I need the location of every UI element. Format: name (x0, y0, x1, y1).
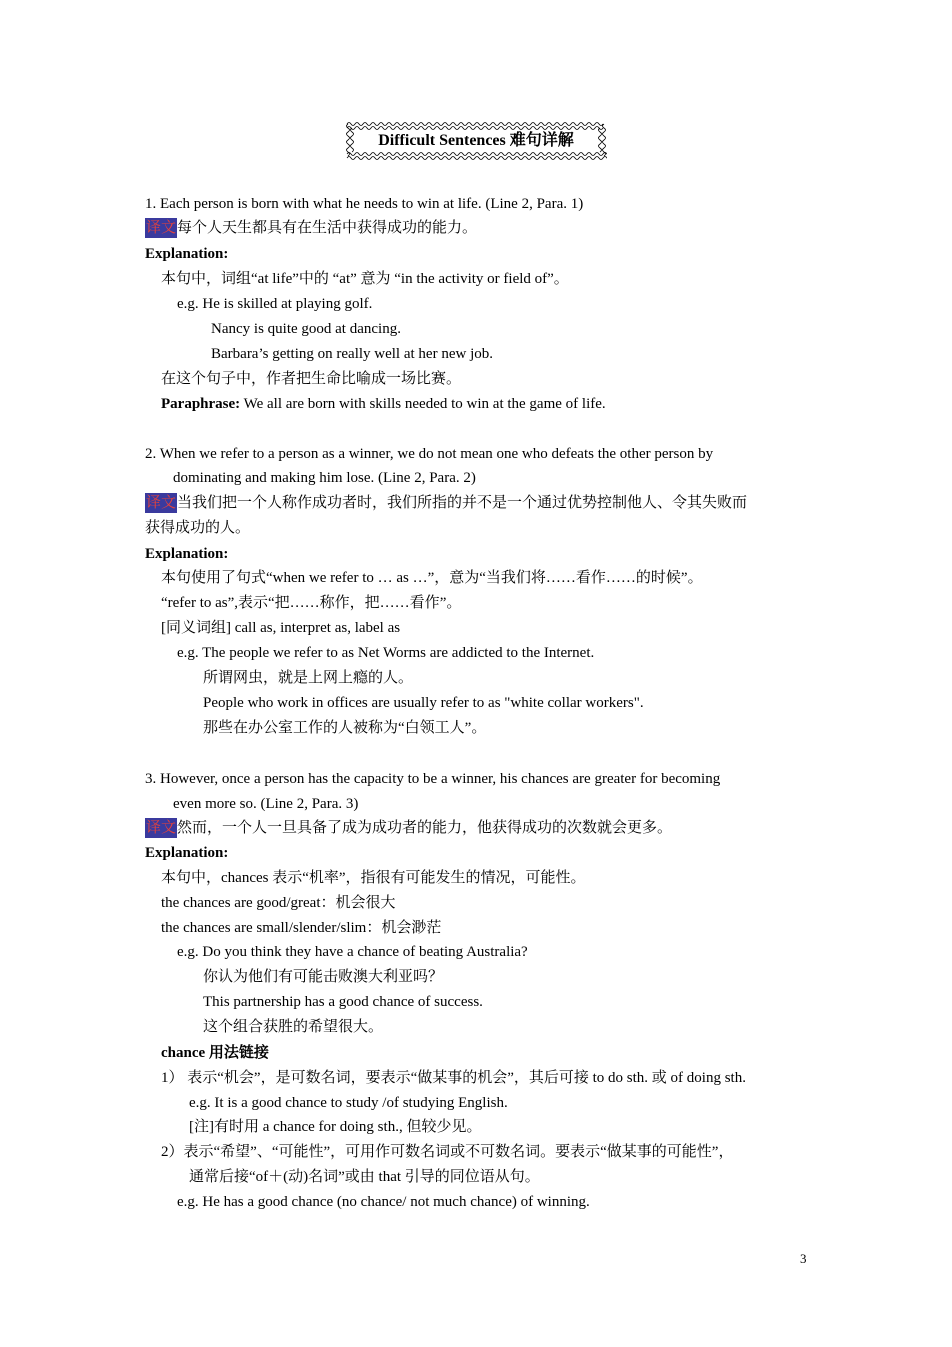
section-title: Difficult Sentences 难句详解 (378, 132, 574, 149)
example-3-line-1: e.g. Do you think they have a chance of beating Australia? (177, 944, 528, 960)
example-1-line-3: Barbara’s getting on really well at her new job. (211, 346, 493, 362)
sentence-3-part-1: 3. However, once a person has the capacity to be a winner, his chances are greater for becoming (145, 771, 721, 787)
explanation-3-line-2: the chances are good/great：机会很大 (161, 895, 396, 911)
example-2-line-2: 所谓网虫，就是上网上瘾的人。 (203, 670, 414, 686)
usage-heading: chance 用法链接 (161, 1045, 269, 1061)
explanation-label-2: Explanation: (145, 546, 229, 562)
translation-tag: 译文 (146, 220, 177, 236)
translation-3-text: 然而，一个人一旦具备了成为成功者的能力，他获得成功的次数就会更多。 (177, 820, 673, 836)
paraphrase-1 (161, 394, 606, 414)
example-2-line-3: People who work in offices are usually refer to as "white collar workers". (203, 695, 644, 711)
synonyms-2: [同义词组] call as, interpret as, label as (161, 620, 401, 636)
translation-2 (145, 493, 747, 513)
paraphrase-text: We all are born with skills needed to win at the game of life. (240, 396, 606, 412)
example-2-line-4: 那些在办公室工作的人被称为“白领工人”。 (203, 720, 487, 736)
usage-line-4: 2）表示“希望”、“可能性”，可用作可数名词或不可数名词。要表示“做某事的可能性”， (161, 1144, 734, 1160)
usage-line-1: 1） 表示“机会”，是可数名词，要表示“做某事的机会”，其后可接 to do sth. 或 of doing sth. (161, 1070, 746, 1086)
example-3-line-4: 这个组合获胜的希望很大。 (203, 1019, 384, 1035)
translation-tag: 译文 (146, 820, 177, 836)
explanation-2-line-1: 本句使用了句式“when we refer to … as …”，意为“当我们将……看作……的时候”。 (161, 570, 703, 586)
sentence-1: 1. Each person is born with what he needs to win at life. (Line 2, Para. 1) (145, 196, 584, 212)
translation-tag: 译文 (146, 495, 177, 511)
page-number: 3 (800, 1251, 807, 1266)
explanation-1-line-2: 在这个句子中，作者把生命比喻成一场比赛。 (161, 371, 462, 387)
usage-line-6: e.g. He has a good chance (no chance/ not much chance) of winning. (177, 1194, 590, 1210)
example-2-line-1: e.g. The people we refer to as Net Worms are addicted to the Internet. (177, 645, 595, 661)
usage-line-5: 通常后接“of＋(动)名词”或由 that 引导的同位语从句。 (189, 1169, 540, 1185)
sentence-2-part-1: 2. When we refer to a person as a winner, we do not mean one who defeats the other person by (145, 446, 714, 462)
translation-1-text: 每个人天生都具有在生活中获得成功的能力。 (177, 220, 478, 236)
example-3-line-2: 你认为他们有可能击败澳大利亚吗？ (203, 969, 444, 985)
example-1-line-2: Nancy is quite good at dancing. (211, 321, 401, 337)
translation-1 (145, 218, 477, 238)
explanation-3-line-3: the chances are small/slender/slim：机会渺茫 (161, 920, 442, 936)
translation-2-text: 当我们把一个人称作成功者时，我们所指的并不是一个通过优势控制他人、令其失败而 (177, 495, 748, 511)
usage-line-2: e.g. It is a good chance to study /of studying English. (189, 1095, 508, 1111)
sentence-2-part-2: dominating and making him lose. (Line 2, Para. 2) (173, 470, 476, 486)
example-1-line-1: e.g. He is skilled at playing golf. (177, 296, 373, 312)
explanation-2-line-2: “refer to as”,表示“把……称作，把……看作”。 (161, 595, 462, 611)
paraphrase-label: Paraphrase: (161, 396, 241, 412)
example-3-line-3: This partnership has a good chance of success. (203, 994, 483, 1010)
explanation-1-line-1: 本句中，词组“at life”中的 “at” 意为 “in the activity or field of”。 (161, 271, 569, 287)
section-title-box (345, 121, 607, 161)
sentence-3-part-2: even more so. (Line 2, Para. 3) (173, 796, 359, 812)
usage-line-3: [注]有时用 a chance for doing sth., 但较少见。 (189, 1119, 482, 1135)
translation-3 (145, 818, 672, 838)
explanation-label-3: Explanation: (145, 845, 229, 861)
explanation-3-line-1: 本句中，chances 表示“机率”，指很有可能发生的情况，可能性。 (161, 870, 586, 886)
explanation-label-1: Explanation: (145, 246, 229, 262)
translation-2-cont: 获得成功的人。 (145, 520, 251, 536)
